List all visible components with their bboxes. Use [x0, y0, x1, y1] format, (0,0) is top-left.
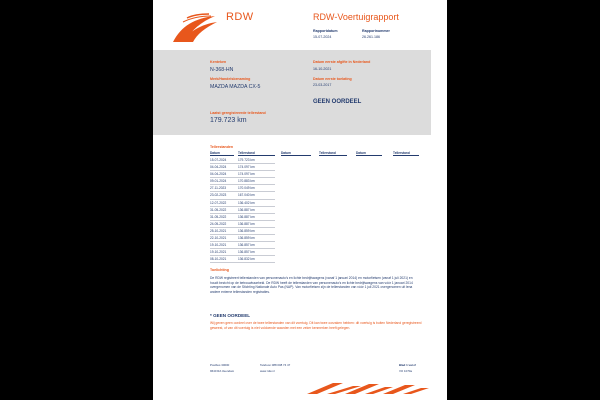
row-stand: 167.040 km — [238, 192, 275, 199]
datum-toel-label: Datum eerste toelating — [313, 77, 352, 81]
kenteken-value: N-368-HN — [210, 67, 234, 73]
table-row — [210, 228, 275, 235]
report-page — [153, 0, 447, 400]
row-datum: 19-10-2021 — [210, 242, 238, 249]
table-row — [210, 200, 275, 207]
row-stand: 136.859 km — [238, 228, 275, 235]
vehicle-summary-panel — [153, 50, 431, 135]
kenteken-label: Kenteken — [210, 60, 227, 64]
row-stand: 170.883 km — [238, 178, 275, 185]
row-stand: 179.723 km — [238, 157, 275, 164]
row-stand: 136.857 km — [238, 242, 275, 249]
row-stand: 136.887 km — [238, 207, 275, 214]
table-row — [210, 256, 275, 263]
table-row — [210, 242, 275, 249]
row-stand: 174.097 km — [238, 164, 275, 171]
footer-stripes-icon — [303, 380, 433, 396]
row-stand: 174.097 km — [238, 171, 275, 178]
stand-value: 179.723 km — [210, 117, 247, 124]
table-row — [210, 164, 275, 171]
table-row — [210, 221, 275, 228]
tellerstanden-title: Tellerstanden — [210, 145, 234, 149]
row-datum: 19-10-2021 — [210, 249, 238, 256]
row-stand: 136.857 km — [238, 249, 275, 256]
table-row — [210, 185, 275, 192]
table-row — [210, 207, 275, 214]
footer-website: www.rdw.nl — [260, 369, 275, 373]
row-stand: 136.887 km — [238, 221, 275, 228]
row-datum: 25-10-2021 — [210, 228, 238, 235]
row-stand: 136.859 km — [238, 235, 275, 242]
toelichting-title: Toelichting — [210, 268, 229, 272]
col-stand-2: Tellerstand — [319, 151, 347, 156]
datum-toel-value: 23-03-2017 — [313, 83, 332, 87]
rdw-logo-icon — [171, 12, 219, 46]
report-title: RDW-Voertuigrapport — [313, 12, 399, 22]
row-stand: 170.049 km — [238, 185, 275, 192]
table-row — [210, 192, 275, 199]
table-row — [210, 249, 275, 256]
col-datum-2: Datum — [281, 151, 311, 156]
row-datum: 24-05-2022 — [210, 221, 238, 228]
row-datum: 27-11-2023 — [210, 185, 238, 192]
table-row — [210, 214, 275, 221]
col-datum-3: Datum — [356, 151, 382, 156]
oordeel-heading: * GEEN OORDEEL — [210, 313, 251, 318]
row-datum: 31-05-2022 — [210, 214, 238, 221]
merk-label: Merk/Handelsbenaming — [210, 77, 251, 81]
stand-label: Laatst geregistreerde tellerstand — [210, 111, 266, 115]
datum-nl-value: 16-10-2021 — [313, 67, 332, 71]
datum-nl-label: Datum eerste afgifte in Nederland — [313, 60, 371, 64]
merk-value: MAZDA MAZDA CX-5 — [210, 84, 261, 90]
report-number-label: Rapportnummer — [362, 29, 390, 33]
footer-form-code: VO 1070a — [399, 369, 413, 373]
col-stand-1: Tellerstand — [238, 151, 275, 156]
report-date: 15-07-2024 — [313, 35, 332, 39]
row-stand: 136.402 km — [238, 200, 275, 207]
row-datum: 08-10-2021 — [210, 256, 238, 263]
footer-page-number: Blad 1 van 2 — [399, 363, 416, 367]
row-datum: 04-04-2024 — [210, 171, 238, 178]
table-row — [210, 178, 275, 185]
row-datum: 12-07-2022 — [210, 200, 238, 207]
row-datum: 31-05-2022 — [210, 207, 238, 214]
tellerstanden-table — [210, 157, 275, 263]
table-row — [210, 157, 275, 164]
report-number: 26.261.186 — [362, 35, 380, 39]
row-datum: 04-04-2024 — [210, 164, 238, 171]
footer-address-line-1: Postbus 30000 — [210, 363, 230, 367]
col-stand-3: Tellerstand — [393, 151, 419, 156]
row-datum: 15-07-2024 — [210, 157, 238, 164]
toelichting-body: De RDW registreert tellerstanden van personenauto's en lichte bedrijfswagens (vanaf 1 januari 2014) en motorfietsen (vanaf 1 juli 2021) en houdt bezicht op de betrouwbaarheid. De RDW heeft de tellerstanden van personenauto's en lichte bedrijfswagens van vóór 1 januari 2014 overgenomen van de Stichting Nationale Auto Pas (NAP). Van motorfietsen zijn de tellerstanden van vóór 1 juli 2021 overgenomen uit lena andere externe tellerstanden registraties. — [210, 276, 413, 294]
table-row — [210, 171, 275, 178]
brand-name: RDW — [226, 11, 254, 23]
row-stand: 136.832 km — [238, 256, 275, 263]
row-datum: 23-02-2023 — [210, 192, 238, 199]
row-datum: 09-01-2024 — [210, 178, 238, 185]
row-stand: 136.887 km — [238, 214, 275, 221]
footer-address-line-2: 9640 RA Veendam — [210, 369, 235, 373]
oordeel-explanation: Wij geven geen oordeel over de twee tellerstanden van dit voertuig. Dit kan twee oorzaken hebben: dit voertuig is buiten Nederland geregistreerd geweest, of van dit voertuig is niet voldoende waarden met een zeker kenmerken heeft gelegen. — [210, 321, 422, 330]
footer-phone: Telefoon 088 008 74 47 — [260, 363, 291, 367]
col-datum-1: Datum — [210, 151, 234, 156]
oordeel-badge: GEEN OORDEEL — [313, 99, 362, 105]
table-row — [210, 235, 275, 242]
row-datum: 22-10-2021 — [210, 235, 238, 242]
report-date-label: Rapportdatum — [313, 29, 338, 33]
